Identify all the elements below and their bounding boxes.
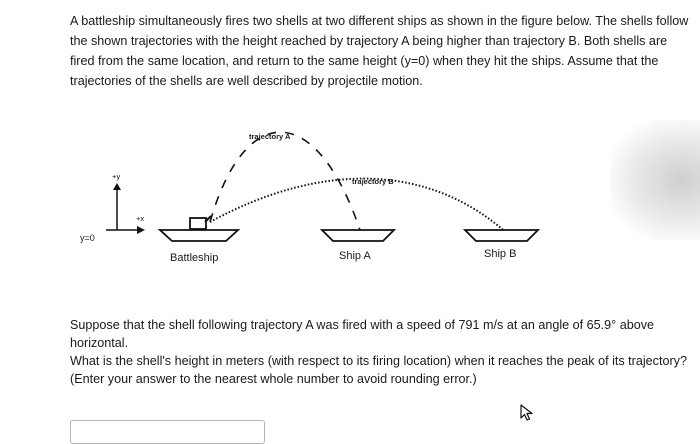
problem-intro: A battleship simultaneously fires two shells at two different ships as shown in the figure below. The shells follow the shown trajectories with the height reached by trajectory A being higher than trajectory B. Both shells are fired from the same location, and return to the same height (y=0) when they hit the ships. Assume that the trajectories of the shells are well described by projectile motion.: [70, 14, 689, 88]
y0-label: y=0: [80, 233, 95, 243]
trajectory-b-label: trajectory B: [352, 177, 394, 186]
mouse-pointer-icon: [520, 404, 534, 422]
battleship-label: Battleship: [170, 252, 219, 264]
answer-input[interactable]: [70, 420, 265, 444]
battleship-hull: [160, 230, 238, 241]
question-text: [70, 316, 695, 388]
trajectory-a-path: [210, 132, 362, 236]
question-given: Suppose that the shell following trajectory A was fired with a speed of 791 m/s at an angle of 65.9° above horizontal.: [70, 318, 655, 350]
ship-b-hull: [465, 230, 538, 241]
y-axis-label: +y: [112, 172, 121, 181]
x-axis-label: +x: [136, 214, 145, 223]
question-ask: What is the shell's height in meters (with respect to its firing location) when it reaches the peak of its trajectory? (Enter your answer to the nearest whole number to avoid rounding error.): [70, 354, 687, 386]
y-axis-arrowhead: [113, 183, 121, 190]
trajectory-a-label: trajectory A: [249, 132, 291, 141]
ship-b-label: Ship B: [484, 248, 517, 260]
ship-a-hull: [322, 230, 394, 241]
x-axis-arrowhead: [137, 226, 145, 234]
trajectory-b-path: [210, 179, 510, 236]
ship-a-label: Ship A: [339, 250, 371, 262]
battleship-cabin: [190, 218, 206, 229]
